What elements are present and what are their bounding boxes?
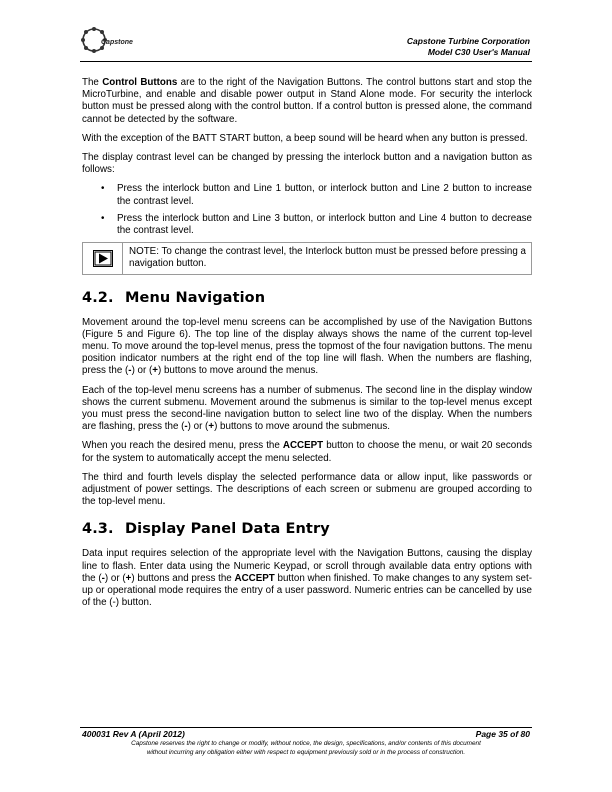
footer-disclaimer: Capstone reserves the right to change or modify, without notice, the design, specifications, and/or contents of this document without incurring any obligation either with respect to equipment previously sold or in the process of construction.	[131, 740, 481, 756]
list-item: • Press the interlock button and Line 3 button, or interlock button and Line 4 button to decrease the contrast level.	[101, 212, 532, 237]
section-heading-menu-navigation: 4.2. Menu Navigation	[82, 289, 266, 306]
company-name: Capstone Turbine Corporation	[406, 36, 530, 46]
paragraph-menu-movement: Movement around the top-level menu screens can be accomplished by use of the Navigation Buttons (Figure 5 and Figure 6). The top line of the display always shows the name of the current top-level menu. To move around the top-level menus, press the topmost of the four navigation buttons. The menu position indicator numbers at the right end of the top line will flash. When the numbers are flashing, press the (-) or (+) buttons to move around the menus.	[82, 316, 533, 377]
manual-name: Model C30 User's Manual	[427, 46, 530, 57]
paragraph-data-input: Data input requires selection of the appropriate level with the Navigation Buttons, causing the display line to flash. Enter data using the Numeric Keypad, or scroll through available data entry options with the (-) or (+) buttons and press the ACCEPT button when finished. To make changes to any system set-up or operational mode requires the entry of a user password. Numeric entries can be cancelled by use of the (-) button.	[82, 548, 532, 609]
paragraph-accept: When you reach the desired menu, press the ACCEPT button to choose the menu, or wait 20 seconds for the system to automatically accept the menu selected.	[82, 440, 532, 464]
note-text: NOTE: To change the contrast level, the Interlock button must be pressed before pressing a navigation button.	[129, 246, 526, 270]
section-heading-data-entry: 4.3. Display Panel Data Entry	[82, 521, 330, 538]
note-box	[82, 242, 532, 274]
paragraph-levels: The third and fourth levels display the selected performance data or allow input, like passwords or adjustment of power settings. The descriptions of each screen or submenu are grouped according to the top-level menu.	[82, 471, 532, 508]
header-title	[407, 36, 530, 57]
page-number: Page 35 of 80	[475, 729, 530, 739]
paragraph-beep: With the exception of the BATT START button, a beep sound will be heard when any button is pressed.	[82, 132, 528, 144]
bullet-icon: •	[101, 183, 105, 195]
note-arrow-icon	[83, 243, 123, 273]
paragraph-contrast: The display contrast level can be changed by pressing the interlock button and a navigation button as follows:	[82, 152, 532, 176]
capstone-logo	[80, 26, 160, 58]
paragraph-submenus: Each of the top-level menu screens has a number of submenus. The second line in the display window shows the current submenu. Movement around the submenus is similar to the top-level menus except you must press the second-line navigation button to select line two of the display. When the numbers are flashing, press the (-) or (+) buttons to move around the submenus.	[82, 384, 532, 433]
footer-divider	[80, 727, 532, 728]
paragraph-control-buttons: The Control Buttons are to the right of the Navigation Buttons. The control buttons start and stop the MicroTurbine, and enable and disable power output in Stand Alone mode. For security the interlock button must be pressed along with the control button. If a control button is pressed alone, the command cannot be detected by the software.	[82, 77, 532, 125]
list-item: • Press the interlock button and Line 1 button, or interlock button and Line 2 button to increase the contrast level.	[101, 183, 532, 207]
logo-wordmark: Capstone	[101, 39, 133, 46]
header-divider	[80, 61, 532, 62]
contrast-bullet-list	[82, 183, 532, 237]
revision-label: 400031 Rev A (April 2012)	[82, 729, 185, 739]
document-body	[82, 77, 532, 617]
bullet-icon: •	[101, 212, 105, 224]
